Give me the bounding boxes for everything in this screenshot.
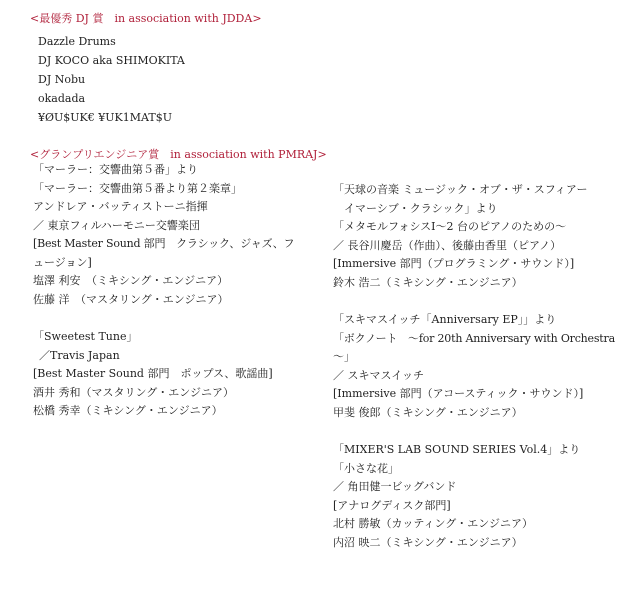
entry-line: 「スキマスイッチ「Anniversary EP」」より <box>333 313 557 326</box>
entry-line: 松橋 秀幸（ミキシング・エンジニア） <box>33 404 223 417</box>
dj-award-section <box>30 10 262 127</box>
dj-award-header: <最優秀 DJ 賞 in association with JDDA> <box>30 12 262 25</box>
entry-line: ／Travis Japan <box>39 348 120 362</box>
dj-winner: okadada <box>38 92 86 105</box>
right-column <box>333 181 615 552</box>
entry-line: ～」 <box>333 350 355 363</box>
dj-winner: DJ KOCO aka SHIMOKITA <box>38 54 185 67</box>
entry-line: ／ 東京フィルハーモニー交響楽団 <box>33 218 200 232</box>
entry-line: [Immersive 部門（アコースティック・サウンド）] <box>333 387 584 400</box>
entry-line: ／ スキマスイッチ <box>333 368 425 382</box>
award-entry <box>333 181 615 292</box>
entry-line: 「ボクノート ～for 20th Anniversary with Orchestra <box>333 331 615 345</box>
entry-line: ／ 長谷川慶岳（作曲）、後藤由香里（ピアノ） <box>333 238 562 252</box>
dj-winner: ¥ØU$UK€ ¥UK1MAT$U <box>38 111 172 124</box>
entry-line: [Immersive 部門（プログラミング・サウンド）] <box>333 257 575 270</box>
award-entry <box>333 311 615 422</box>
entry-line: 塩澤 利安 （ミキシング・エンジニア） <box>33 274 229 287</box>
entry-line: 鈴木 浩二（ミキシング・エンジニア） <box>333 275 523 289</box>
entry-line: 内沼 映二（ミキシング・エンジニア） <box>333 535 523 549</box>
dj-winner: Dazzle Drums <box>38 35 116 48</box>
entry-line: [Best Master Sound 部門 クラシック、ジャズ、フ <box>33 237 295 250</box>
entry-line: [Best Master Sound 部門 ポップス、歌謡曲] <box>33 367 273 380</box>
entry-line: 佐藤 洋 （マスタリング・エンジニア） <box>33 292 229 306</box>
entry-line: 「天球の音楽 ミュージック・オブ・ザ・スフィアー <box>333 183 588 196</box>
left-column <box>33 161 294 421</box>
entry-line: 「メタモルフォシスⅠ～2 台のピアノのための～ <box>333 220 567 233</box>
entry-line: 「MIXER'S LAB SOUND SERIES Vol.4」より <box>333 443 581 456</box>
entry-line: ュージョン] <box>33 255 92 269</box>
entry-line: アンドレア・バッティストーニ指揮 <box>33 200 208 213</box>
dj-winner: DJ Nobu <box>38 73 86 86</box>
grand-prix-header: <グランプリエンジニア賞 in association with PMRAJ> <box>30 148 327 161</box>
entry-line: 「小さな花」 <box>333 461 399 475</box>
award-entry <box>33 161 294 309</box>
award-entry <box>33 328 294 421</box>
entry-line: 北村 勝敏（カッティング・エンジニア） <box>333 517 534 530</box>
award-entry <box>333 441 615 552</box>
entry-line: [アナログディスク部門] <box>333 498 451 512</box>
entry-line: 「マーラー：交響曲第５番」より <box>33 163 198 176</box>
entry-line: 酒井 秀和（マスタリング・エンジニア） <box>33 385 235 399</box>
entry-line: ／ 角田健一ビッグバンド <box>333 480 457 493</box>
entry-line: イマーシブ・クラシック」より <box>333 201 498 215</box>
entry-line: 甲斐 俊郎（ミキシング・エンジニア） <box>333 405 523 419</box>
entry-line: 「Sweetest Tune」 <box>33 330 138 343</box>
entry-line: 「マーラー：交響曲第５番より第２楽章」 <box>33 181 242 195</box>
